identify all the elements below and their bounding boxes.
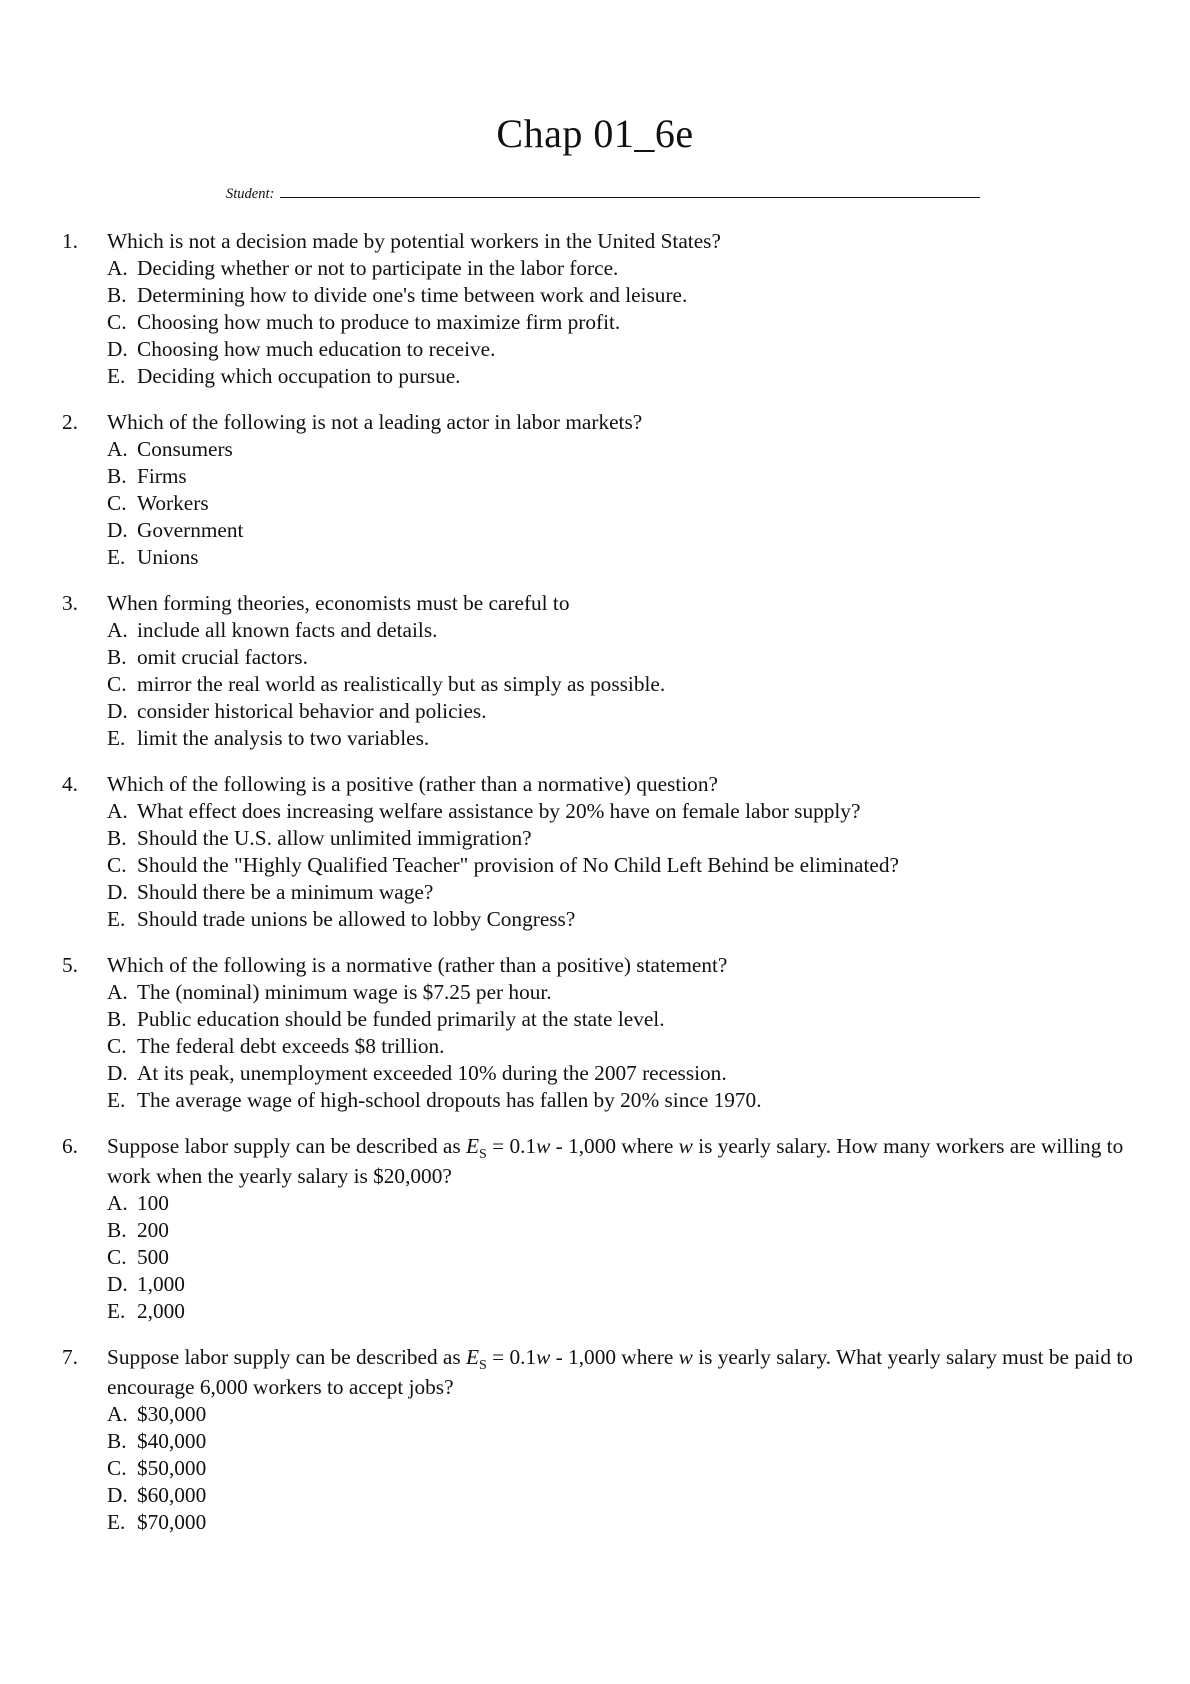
option-text: The (nominal) minimum wage is $7.25 per hour. bbox=[137, 980, 552, 1004]
option-text: $30,000 bbox=[137, 1402, 207, 1426]
option-letter: B. bbox=[107, 1007, 127, 1031]
option-letter: B. bbox=[107, 1218, 127, 1242]
option-d bbox=[107, 336, 1138, 363]
option-letter: A. bbox=[107, 799, 128, 823]
option-d bbox=[107, 879, 1138, 906]
question-stem: When forming theories, economists must be careful to bbox=[107, 591, 570, 615]
option-b bbox=[107, 825, 1138, 852]
option-b bbox=[107, 1006, 1138, 1033]
option-d bbox=[107, 1271, 1138, 1298]
option-letter: A. bbox=[107, 256, 128, 280]
option-text: Determining how to divide one's time between work and leisure. bbox=[137, 283, 688, 307]
option-text: Should the "Highly Qualified Teacher" provision of No Child Left Behind be eliminated? bbox=[137, 853, 899, 877]
question-number: 2. bbox=[62, 410, 78, 434]
option-a bbox=[107, 255, 1138, 282]
option-text: 1,000 bbox=[137, 1272, 185, 1296]
question-5 bbox=[58, 952, 1138, 1114]
option-letter: A. bbox=[107, 618, 128, 642]
option-text: $40,000 bbox=[137, 1429, 207, 1453]
option-letter: A. bbox=[107, 1191, 128, 1215]
variable-w: w bbox=[536, 1345, 551, 1369]
option-text: Deciding which occupation to pursue. bbox=[137, 364, 461, 388]
question-number: 4. bbox=[62, 772, 78, 796]
question-7 bbox=[58, 1344, 1138, 1536]
question-stem bbox=[107, 1344, 1138, 1401]
option-e bbox=[107, 1087, 1138, 1114]
question-stem: Which of the following is a normative (rather than a positive) statement? bbox=[107, 953, 728, 977]
question-number: 5. bbox=[62, 953, 78, 977]
student-field bbox=[226, 186, 980, 203]
stem-text: Suppose labor supply can be described as bbox=[107, 1345, 467, 1369]
question-number: 3. bbox=[62, 591, 78, 615]
question-2 bbox=[58, 409, 1138, 571]
question-3 bbox=[58, 590, 1138, 752]
option-text: What effect does increasing welfare assistance by 20% have on female labor supply? bbox=[137, 799, 861, 823]
option-text: 2,000 bbox=[137, 1299, 185, 1323]
option-text: Should trade unions be allowed to lobby Congress? bbox=[137, 907, 576, 931]
option-text: $50,000 bbox=[137, 1456, 207, 1480]
option-a bbox=[107, 617, 1138, 644]
option-text: 100 bbox=[137, 1191, 169, 1215]
subscript-s: S bbox=[479, 1147, 487, 1162]
option-letter: C. bbox=[107, 1034, 127, 1058]
option-text: Deciding whether or not to participate in the labor force. bbox=[137, 256, 619, 280]
option-list bbox=[107, 1401, 1138, 1536]
option-letter: E. bbox=[107, 726, 126, 750]
option-text: limit the analysis to two variables. bbox=[137, 726, 430, 750]
option-list bbox=[107, 798, 1138, 933]
option-d bbox=[107, 1060, 1138, 1087]
option-letter: A. bbox=[107, 1402, 128, 1426]
student-name-line bbox=[280, 187, 980, 198]
variable-e: E bbox=[466, 1134, 480, 1158]
option-letter: B. bbox=[107, 464, 127, 488]
option-list bbox=[107, 255, 1138, 390]
option-c bbox=[107, 1033, 1138, 1060]
question-stem: Which of the following is not a leading actor in labor markets? bbox=[107, 410, 643, 434]
option-c bbox=[107, 852, 1138, 879]
option-text: mirror the real world as realistically but as simply as possible. bbox=[137, 672, 666, 696]
page-title: Chap 01_6e bbox=[496, 111, 694, 156]
option-letter: D. bbox=[107, 1483, 128, 1507]
stem-text: - 1,000 where bbox=[550, 1345, 679, 1369]
option-b bbox=[107, 1217, 1138, 1244]
option-a bbox=[107, 436, 1138, 463]
option-list bbox=[107, 1190, 1138, 1325]
variable-w: w bbox=[678, 1134, 693, 1158]
stem-text: = 0.1 bbox=[486, 1345, 537, 1369]
option-letter: D. bbox=[107, 1061, 128, 1085]
option-letter: D. bbox=[107, 337, 128, 361]
stem-text: is yearly salary. What yearly salary must be paid to encourage 6,000 workers to accept jobs? bbox=[107, 1345, 1133, 1399]
option-d bbox=[107, 1482, 1138, 1509]
option-text: Public education should be funded primarily at the state level. bbox=[137, 1007, 665, 1031]
student-label: Student: bbox=[226, 186, 275, 202]
option-letter: C. bbox=[107, 1245, 127, 1269]
option-c bbox=[107, 671, 1138, 698]
option-text: omit crucial factors. bbox=[137, 645, 308, 669]
variable-w: w bbox=[536, 1134, 551, 1158]
option-text: Choosing how much education to receive. bbox=[137, 337, 496, 361]
option-text: Choosing how much to produce to maximize firm profit. bbox=[137, 310, 621, 334]
option-letter: B. bbox=[107, 1429, 127, 1453]
option-text: include all known facts and details. bbox=[137, 618, 438, 642]
option-text: 500 bbox=[137, 1245, 169, 1269]
option-a bbox=[107, 1401, 1138, 1428]
option-c bbox=[107, 1455, 1138, 1482]
option-letter: D. bbox=[107, 699, 128, 723]
question-stem: Which is not a decision made by potential workers in the United States? bbox=[107, 229, 721, 253]
option-list bbox=[107, 436, 1138, 571]
option-letter: A. bbox=[107, 980, 128, 1004]
option-letter: E. bbox=[107, 545, 126, 569]
question-list bbox=[58, 228, 1138, 1555]
option-letter: D. bbox=[107, 880, 128, 904]
option-letter: D. bbox=[107, 518, 128, 542]
question-number: 7. bbox=[62, 1345, 78, 1369]
option-text: Should there be a minimum wage? bbox=[137, 880, 434, 904]
question-stem bbox=[107, 1133, 1138, 1190]
stem-text: Suppose labor supply can be described as bbox=[107, 1134, 467, 1158]
stem-text: is yearly salary. How many workers are willing to work when the yearly salary is $20,000? bbox=[107, 1134, 1124, 1188]
option-e bbox=[107, 1509, 1138, 1536]
option-text: Consumers bbox=[137, 437, 233, 461]
option-letter: E. bbox=[107, 1299, 126, 1323]
option-letter: B. bbox=[107, 826, 127, 850]
variable-w: w bbox=[678, 1345, 693, 1369]
option-text: Workers bbox=[137, 491, 209, 515]
question-number: 1. bbox=[62, 229, 78, 253]
option-text: consider historical behavior and policies. bbox=[137, 699, 487, 723]
option-text: Unions bbox=[137, 545, 199, 569]
option-c bbox=[107, 309, 1138, 336]
option-text: Government bbox=[137, 518, 244, 542]
option-text: The average wage of high-school dropouts has fallen by 20% since 1970. bbox=[137, 1088, 762, 1112]
option-text: $60,000 bbox=[137, 1483, 207, 1507]
option-text: The federal debt exceeds $8 trillion. bbox=[137, 1034, 445, 1058]
option-text: Firms bbox=[137, 464, 187, 488]
option-letter: E. bbox=[107, 1510, 126, 1534]
option-text: At its peak, unemployment exceeded 10% during the 2007 recession. bbox=[137, 1061, 727, 1085]
option-letter: B. bbox=[107, 283, 127, 307]
option-letter: C. bbox=[107, 491, 127, 515]
option-a bbox=[107, 798, 1138, 825]
option-c bbox=[107, 490, 1138, 517]
option-list bbox=[107, 979, 1138, 1114]
option-b bbox=[107, 463, 1138, 490]
question-stem: Which of the following is a positive (rather than a normative) question? bbox=[107, 772, 718, 796]
option-b bbox=[107, 282, 1138, 309]
question-number: 6. bbox=[62, 1134, 78, 1158]
question-1 bbox=[58, 228, 1138, 390]
option-letter: C. bbox=[107, 672, 127, 696]
option-e bbox=[107, 544, 1138, 571]
option-letter: C. bbox=[107, 1456, 127, 1480]
option-e bbox=[107, 363, 1138, 390]
variable-e: E bbox=[466, 1345, 480, 1369]
option-d bbox=[107, 517, 1138, 544]
option-letter: E. bbox=[107, 1088, 126, 1112]
option-letter: E. bbox=[107, 364, 126, 388]
option-text: 200 bbox=[137, 1218, 169, 1242]
question-6 bbox=[58, 1133, 1138, 1325]
option-e bbox=[107, 725, 1138, 752]
option-d bbox=[107, 698, 1138, 725]
option-c bbox=[107, 1244, 1138, 1271]
option-e bbox=[107, 1298, 1138, 1325]
option-b bbox=[107, 644, 1138, 671]
option-letter: C. bbox=[107, 853, 127, 877]
option-letter: C. bbox=[107, 310, 127, 334]
stem-text: - 1,000 where bbox=[550, 1134, 679, 1158]
option-a bbox=[107, 979, 1138, 1006]
option-letter: E. bbox=[107, 907, 126, 931]
question-4 bbox=[58, 771, 1138, 933]
option-a bbox=[107, 1190, 1138, 1217]
option-b bbox=[107, 1428, 1138, 1455]
stem-text: = 0.1 bbox=[486, 1134, 537, 1158]
option-text: $70,000 bbox=[137, 1510, 207, 1534]
option-list bbox=[107, 617, 1138, 752]
option-letter: A. bbox=[107, 437, 128, 461]
option-e bbox=[107, 906, 1138, 933]
option-text: Should the U.S. allow unlimited immigration? bbox=[137, 826, 532, 850]
option-letter: B. bbox=[107, 645, 127, 669]
option-letter: D. bbox=[107, 1272, 128, 1296]
subscript-s: S bbox=[479, 1358, 487, 1373]
